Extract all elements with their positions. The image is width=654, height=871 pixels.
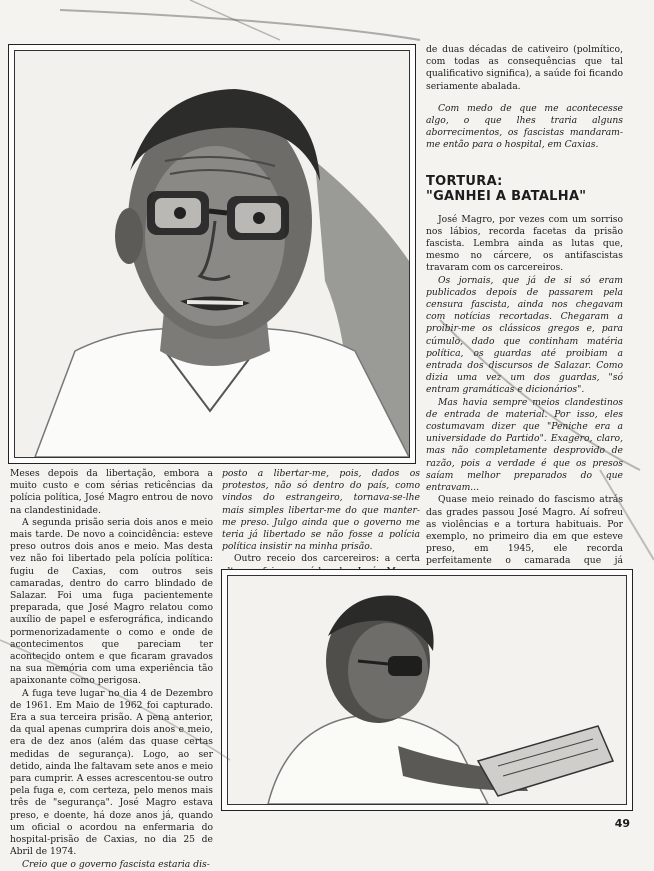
- top-portrait-photo: [8, 44, 416, 464]
- left-text-column: [10, 468, 213, 871]
- page-number: 49: [614, 817, 630, 830]
- left-paragraph-4: Creio que o governo fascista estaria dis-: [22, 858, 210, 870]
- top-portrait-image: [14, 50, 410, 458]
- right-paragraph-4: Quase meio reinado do fascismo atrás das grades passou José Magro. Aí sofreu as violências e a tortura habituais. Por exemplo, no primeiro dia em que esteve preso, em 1945, ele recorda perfeitamente o camarada que já: [426, 494, 623, 567]
- right-paragraph-2: Os jornais, que já de si só eram publicados depois de passarem pela censura fascista, ainda nos chegavam com notícias recortadas. Chegaram a proibir-me os clássicos gregos e, para cúmulo, dado que continham matéria política, os guardas até proibiam a entrada dos discursos de Salazar. Como dizia uma vez um dos guardas, "só entram gramáticas e dicionários".: [426, 274, 623, 396]
- right-intro-paragraph: de duas décadas de cativeiro (polmítico, com todas as consequências que tal qualificativo significa), a saúde foi ficando seriamente abalada.: [426, 44, 623, 92]
- portrait-illustration: [15, 51, 409, 457]
- middle-paragraph-1: posto a libertar-me, pois, dados os protestos, não só dentro do país, como vindos do estrangeiro, tornava-se-lhe mais simples libertar-me do que manter-me preso. Julgo ainda que o governo me teria já libertado se não fosse a polícia política insistir na minha prisão.: [222, 468, 420, 553]
- left-paragraph-1: Meses depois da libertação, embora a muito custo e com sérias reticências da polícia política, José Magro entrou de novo na clandestinidade.: [10, 468, 213, 516]
- right-intro-quote: Com medo de que me acontecesse algo, o que lhes traria alguns aborrecimentos, os fascistas mandaram-me então para o hospital, em Caxias.: [426, 102, 623, 151]
- right-paragraph-1: José Magro, por vezes com um sorriso nos lábios, recorda facetas da prisão fascista. Lembra ainda as lutas que, mesmo no cárcere, os antifascistas travaram com os carcereiros.: [426, 213, 623, 274]
- section-heading: [426, 174, 623, 204]
- right-paragraph-3: Mas havia sempre meios clandestinos de entrada de material. Por isso, eles costumavam dizer que "Peniche era a universidade do Partido". Exagero, claro, mas não completamente desprovido de razão, pois a verdade é que os presos saíam melhor preparados do que entravam...: [426, 396, 623, 494]
- middle-paragraph-2: Outro receio dos carcereiros: a certa: [234, 553, 420, 565]
- section-heading-line2: "GANHEI A BATALHA": [426, 188, 587, 204]
- bottom-portrait-photo: [221, 569, 633, 811]
- left-paragraph-2: A segunda prisão seria dois anos e meio mais tarde. De novo a coincidência: esteve preso outros dois anos e meio. Mas desta vez não foi libertado pela polícia política: fugiu de Caxias, com outros seis camaradas, dentro do carro blindado de Salazar. Foi uma fuga pacientemente preparada, que José Magro relatou como auxílio de papel e esferográfica, indicando pormenorizadamente o como e onde de acontecimentos que pareciam ter acontecido ontem e que ficaram gravados na sua memória com uma experiência tão apaixonante como perigosa.: [10, 516, 213, 687]
- bottom-portrait-image: [227, 575, 627, 805]
- reading-man-illustration: [228, 576, 626, 804]
- left-paragraph-3: A fuga teve lugar no dia 4 de Dezembro de 1961. Em Maio de 1962 foi capturado. Era a sua terceira prisão. A pena anterior, da qual apenas cumprira dois anos e meio, era de dez anos (além das quase certas medidas de segurança). Logo, ao ser detido, ainda lhe faltavam sete anos e meio para cumprir. A esses acrescentou-se outro pela fuga e, com certeza, pelo menos mais três de "segurança". José Magro estava preso, e doente, há doze anos já, quando um oficial o acordou na enfermaria do hospital-prisão de Caxias, no dia 25 de Abril de 1974.: [10, 687, 213, 858]
- section-heading-line1: TORTURA:: [426, 173, 503, 189]
